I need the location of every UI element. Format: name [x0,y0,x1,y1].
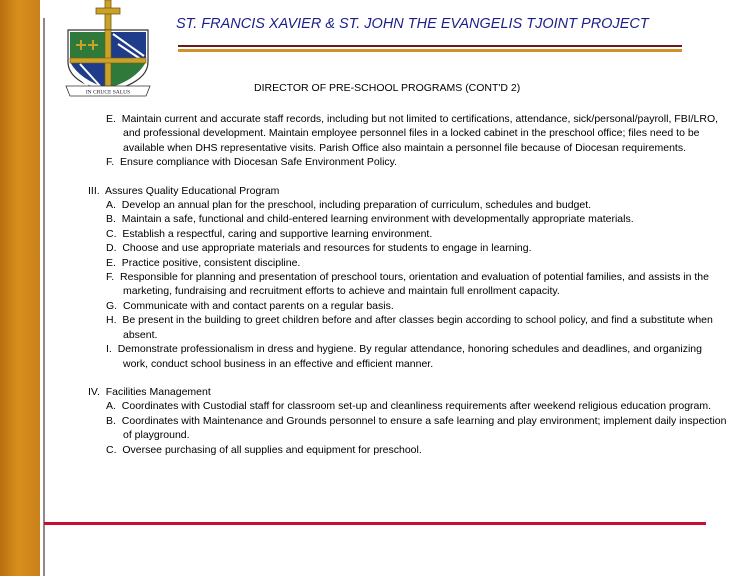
list-item [88,270,728,299]
list-item [88,112,728,155]
item-text: Develop an annual plan for the preschool, including preparation of curriculum, schedules and budget. [121,199,592,212]
item-marker: B. [106,414,116,427]
item-text: Ensure compliance with Diocesan Safe Environment Policy. [120,156,398,169]
item-text: Communicate with and contact parents on a regular basis. [122,299,394,312]
item-marker: A. [106,400,116,413]
item-marker: H. [106,314,117,327]
item-text: Responsible for planning and presentation of preschool tours, orientation and evaluation of potential families, and assists in the marketing, fundraising and recruitment efforts to achieve and maintain full enrollment capacity. [120,271,709,298]
item-marker: I. [106,343,112,356]
list-item [88,342,728,371]
section-heading [88,385,728,399]
item-marker: F. [106,271,115,284]
list-item [88,443,728,457]
item-marker: E. [106,113,116,125]
item-marker: B. [106,213,116,226]
list-item [88,299,728,313]
list-item [88,256,728,270]
item-text: Practice positive, consistent discipline. [121,256,301,269]
list-item [88,414,728,443]
list-item [88,155,728,169]
page-title: ST. FRANCIS XAVIER & ST. JOHN THE EVANGELIS TJOINT PROJECT [176,16,649,32]
item-text: Be present in the building to greet children before and after classes begin according to school policy, and find a substitute when absent. [122,314,713,341]
section-numeral: IV. [88,385,100,398]
item-marker: E. [106,256,116,269]
item-text: Maintain current and accurate staff records, including but not limited to certifications, attendance, sick/personal/payroll, FBI/LRO, and professional development. Maintain employee personnel files in a locked cabinet in the preschool office; files need to be available when DHS representative visits. Parish Office also maintain a personnel file because of Diocesan requirements. [121,113,719,154]
item-text: Coordinates with Custodial staff for classroom set-up and cleanliness requirements after weekend religious education program. [121,400,712,413]
item-marker: D. [106,242,117,255]
item-text: Maintain a safe, functional and child-entered learning environment with developmentally appropriate materials. [121,213,634,226]
list-item [88,313,728,342]
item-text: Coordinates with Maintenance and Grounds personnel to ensure a safe learning and play environment; implement daily inspection of playground. [121,414,727,442]
section-numeral: III. [88,184,100,197]
item-marker: F. [106,156,115,169]
document-body [88,112,728,457]
item-marker: G. [106,299,118,312]
item-text: Oversee purchasing of all supplies and equipment for preschool. [122,443,422,456]
item-text: Demonstrate professionalism in dress and hygiene. By regular attendance, honoring schedules and deadlines, and organizing work, conduct school business in an effective and efficient manner. [117,343,702,370]
list-item [88,241,728,255]
section-title: Assures Quality Educational Program [104,184,280,197]
item-marker: A. [106,199,116,212]
page-subtitle: DIRECTOR OF PRE-SCHOOL PROGRAMS (CONT'D 2) [254,82,521,94]
footer-divider [44,522,706,525]
section-heading [88,184,728,198]
list-item [88,198,728,212]
coat-of-arms-logo [58,0,158,98]
left-sidebar-bar [0,0,40,576]
item-marker: C. [106,227,117,240]
title-divider-gold [178,49,682,52]
svg-text:IN CRUCE SALUS: IN CRUCE SALUS [85,89,131,96]
item-text: Establish a respectful, caring and supportive learning environment. [122,227,433,240]
left-divider [43,18,45,576]
item-marker: C. [106,443,117,456]
item-text: Choose and use appropriate materials and resources for students to engage in learning. [122,242,532,255]
list-item [88,227,728,241]
title-divider-red [178,45,682,47]
list-item [88,399,728,413]
section-title: Facilities Management [105,385,211,398]
list-item [88,212,728,226]
